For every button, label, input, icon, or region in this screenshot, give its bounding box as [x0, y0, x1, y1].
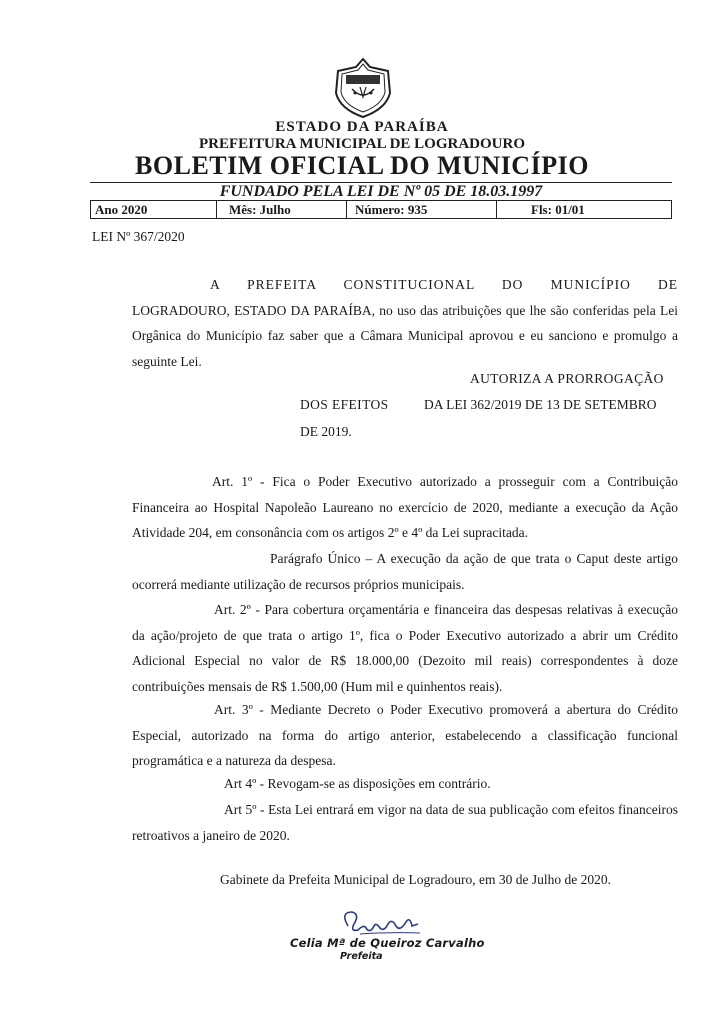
signatory-title: Prefeita [340, 951, 383, 962]
number-cell: Número: 935 [347, 201, 497, 218]
prefecture-heading: PREFEITURA MUNICIPAL DE LOGRADOURO [199, 136, 525, 152]
bulletin-info-row [90, 200, 672, 219]
article-2: Art. 2º - Para cobertura orçamentária e financeira das despesas relativas à execução da ação/projeto de que trata o artigo 1º, fica o Poder Executivo autorizado a abrir um Crédito Adicional Especial no valor de R$ 18.000,00 (Dezoito mil reais) correspondentes à doze contribuições mensais de R$ 1.500,00 (Hum mil e quinhentos reais). [132, 602, 678, 694]
preamble-rest: LOGRADOURO, ESTADO DA PARAÍBA, no uso das atribuições que lhe são conferidas pela Lei Orgânica do Município faz saber que a Câmara Municipal aprovou e eu sanciono e promulgo a seguinte Lei. [132, 302, 678, 369]
law-number: LEI Nº 367/2020 [92, 229, 185, 244]
closing-line: Gabinete da Prefeita Municipal de Logradouro, em 30 de Julho de 2020. [220, 872, 612, 887]
preamble-first-line: A PREFEITA CONSTITUCIONAL DO MUNICÍPIO DE [210, 277, 678, 292]
ementa-line-2a: DOS EFEITOS [300, 397, 389, 412]
month-cell: Mês: Julho [217, 201, 347, 218]
pages-cell: Fls: 01/01 [531, 202, 585, 217]
bulletin-title: BOLETIM OFICIAL DO MUNICÍPIO [135, 151, 589, 180]
article-1-paragraph: Parágrafo Único – A execução da ação de que trata o Caput deste artigo ocorrerá mediante utilização de recursos próprios municipais. [132, 551, 678, 592]
article-5: Art 5º - Esta Lei entrará em vigor na data de sua publicação com efeitos financeiros retroativos a janeiro de 2020. [132, 802, 678, 843]
handwritten-signature-icon [300, 906, 460, 938]
ementa-line-2b: DA LEI 362/2019 DE 13 DE SETEMBRO [424, 397, 657, 412]
state-heading: ESTADO DA PARAÍBA [275, 119, 449, 135]
municipal-crest-icon [330, 57, 396, 119]
law-preamble [132, 272, 678, 374]
signatory-name: Celia Mª de Queiroz Carvalho [290, 936, 485, 950]
year-cell: Ano 2020 [91, 201, 217, 218]
article-4: Art 4º - Revogam-se as disposições em contrário. [224, 776, 491, 791]
ementa-line-1: AUTORIZA A PRORROGAÇÃO [470, 371, 664, 386]
ementa-line-3: DE 2019. [300, 424, 352, 439]
article-1: Art. 1º - Fica o Poder Executivo autorizado a prosseguir com a Contribuição Financeira ao Hospital Napoleão Laureano no exercício de 2020, mediante a execução da Ação Atividade 204, em consonância com os artigos 2º e 4º da Lei supracitada. [132, 474, 678, 540]
article-3: Art. 3º - Mediante Decreto o Poder Executivo promoverá a abertura do Crédito Especial, autorizado na forma do artigo anterior, estabelecendo a classificação funcional programática e a natureza da despesa. [132, 702, 678, 768]
founded-line: FUNDADO PELA LEI DE Nº 05 DE 18.03.1997 [219, 183, 543, 200]
